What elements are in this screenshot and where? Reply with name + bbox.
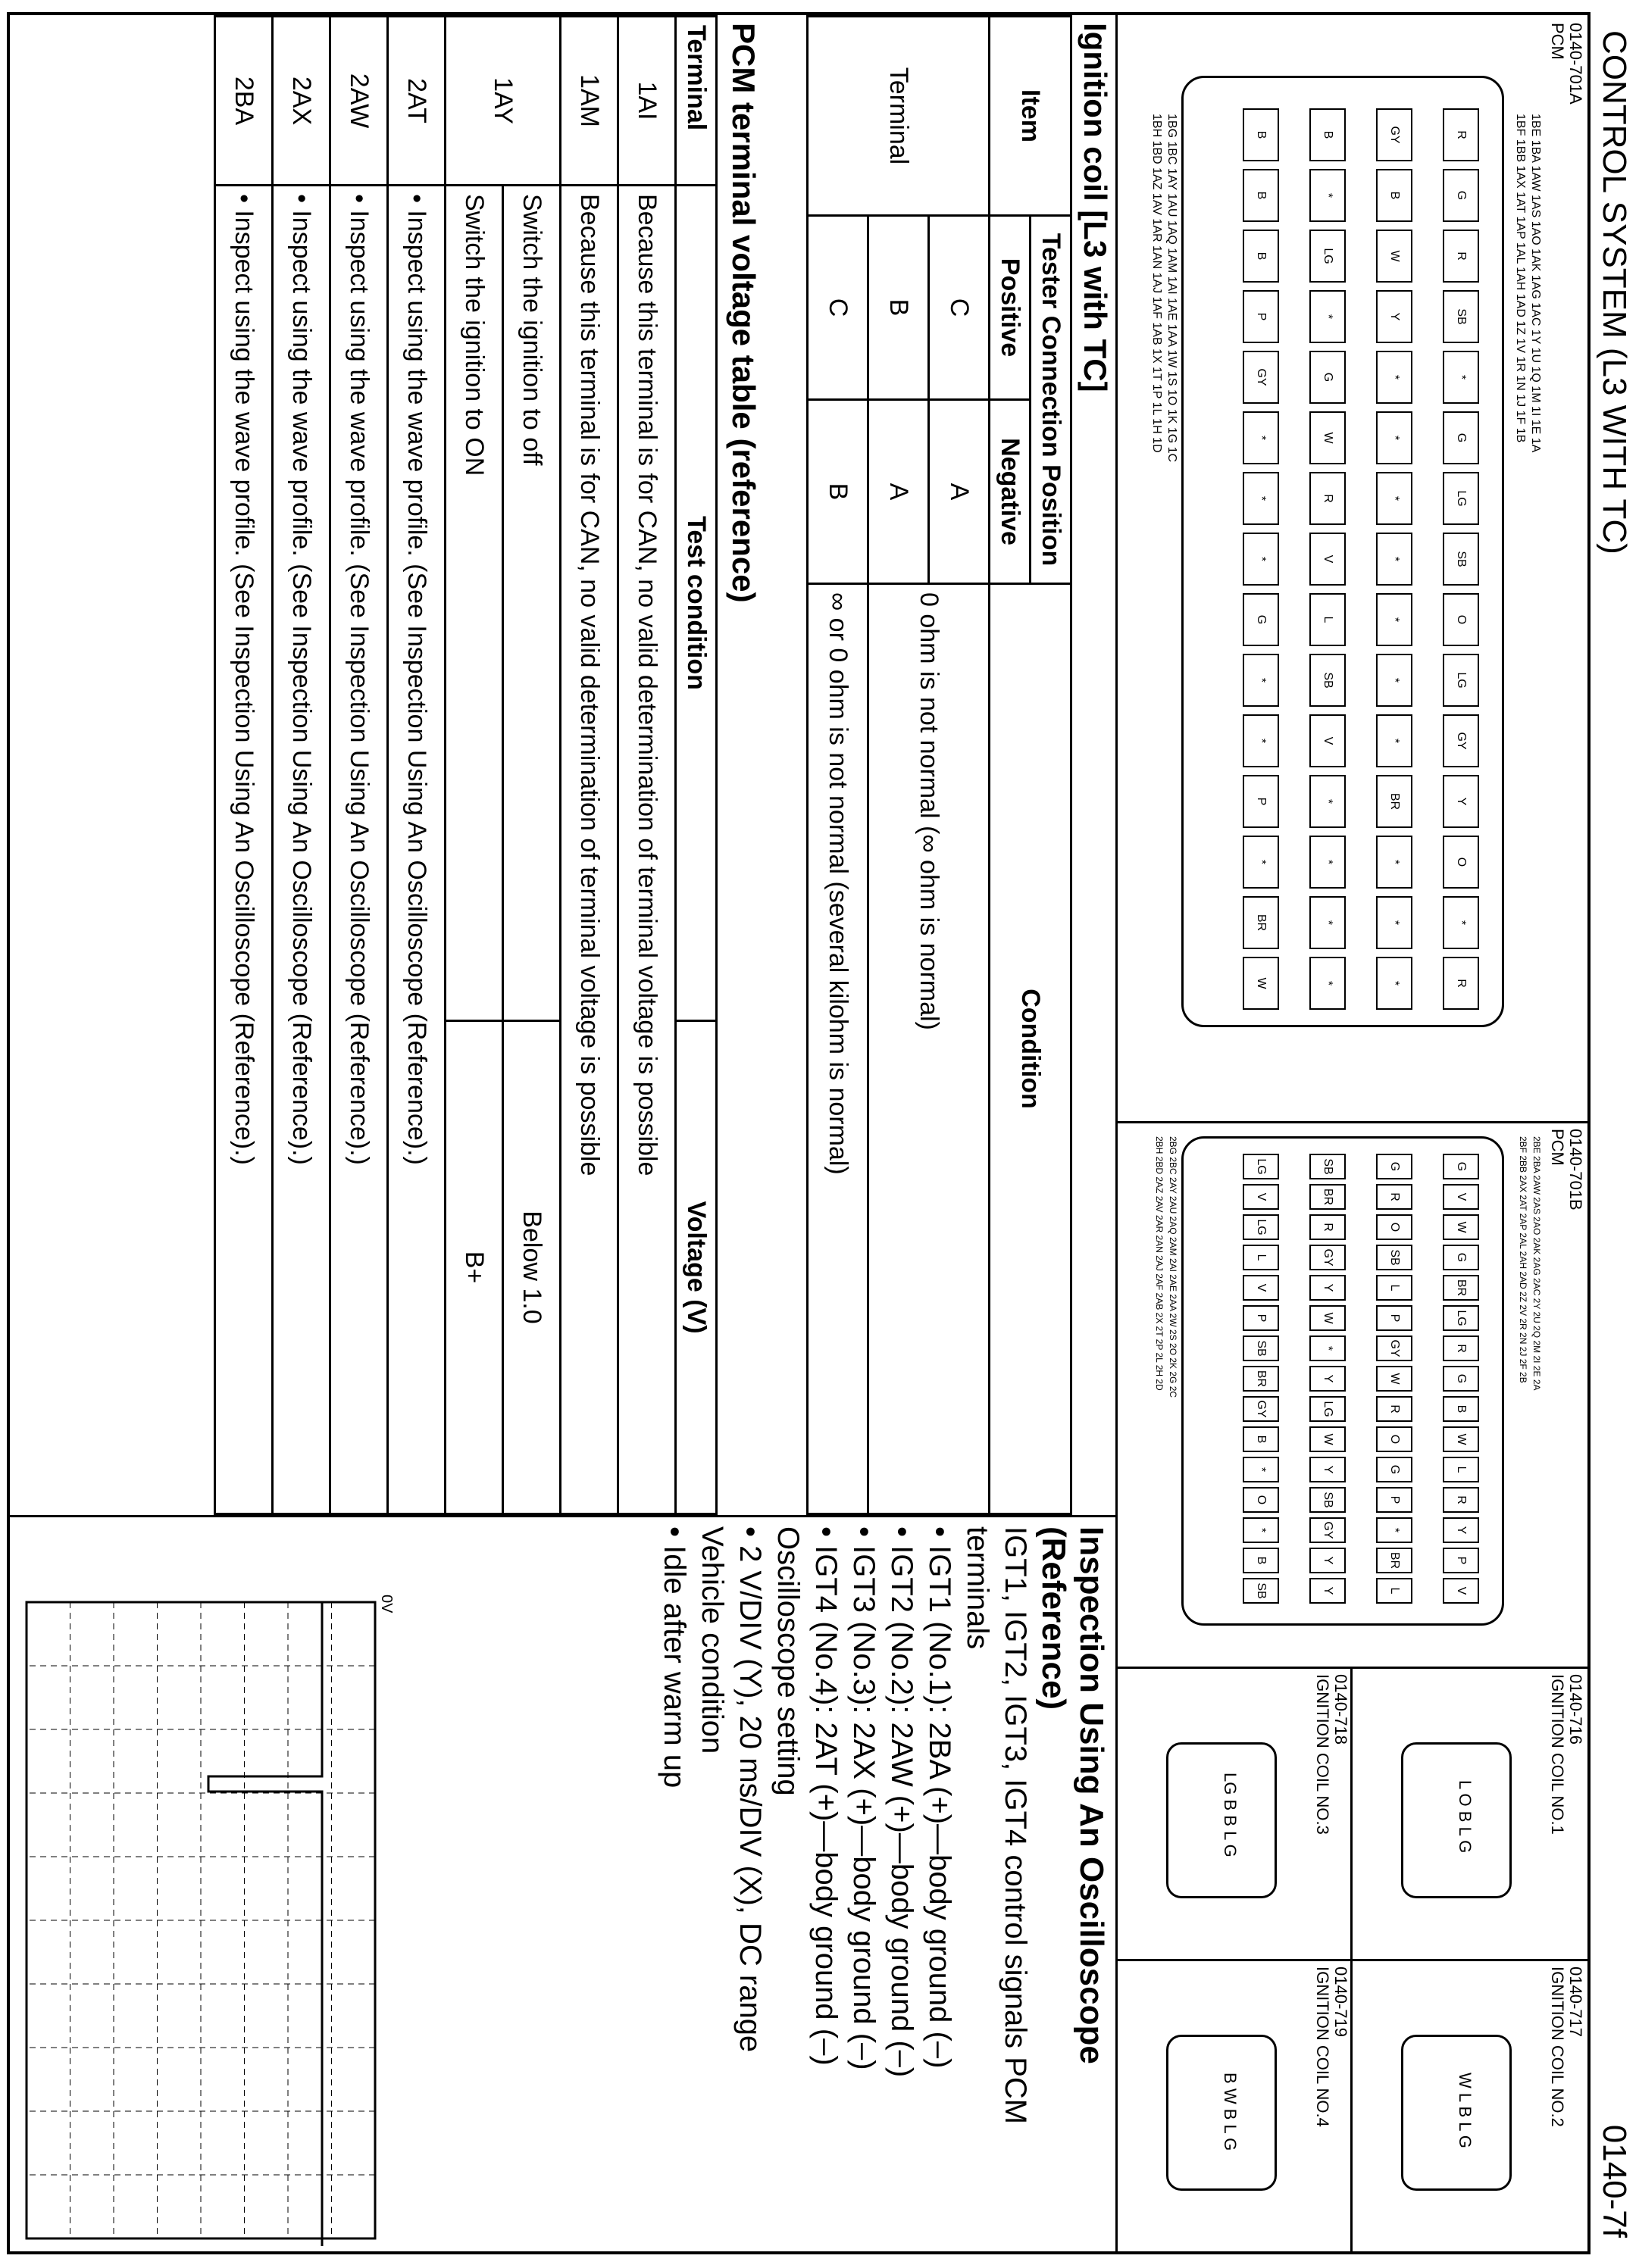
wire-color-cell: SB	[1376, 1245, 1412, 1270]
pcm-a-code: 0140-701A	[1566, 23, 1585, 105]
wire-color-cell: R	[1443, 108, 1479, 161]
wire-color-cell: *	[1309, 836, 1346, 889]
wire-color-cell: *	[1376, 533, 1412, 586]
wire-color-cell: *	[1376, 654, 1412, 707]
wire-color-cell: O	[1443, 593, 1479, 646]
wire-color-cell: BR	[1309, 1184, 1346, 1210]
wire-color-cell: P	[1376, 1305, 1412, 1331]
note-cell: • Inspect using the wave profile. (See Inspection Using An Oscilloscope (Reference).)	[388, 186, 446, 1514]
wire-color-cell: GY	[1376, 1335, 1412, 1361]
wire-color-cell: *	[1376, 836, 1412, 889]
wire-color-cell: *	[1243, 654, 1279, 707]
voltage-header: Voltage (V)	[676, 1021, 717, 1514]
wire-color-cell: W	[1309, 411, 1346, 464]
wire-color-cell: P	[1243, 775, 1279, 828]
wire-color-cell: LG	[1443, 1305, 1479, 1331]
pcm-voltage-table	[214, 15, 718, 1515]
coil-1-code: 0140-716	[1566, 1674, 1585, 1745]
wire-color-cell: *	[1309, 896, 1346, 949]
wire-color-cell: SB	[1309, 654, 1346, 707]
signal-item: • IGT3 (No.3): 2AX (+)—body ground (–)	[847, 1526, 880, 2070]
coil-3-name: IGNITION COIL NO.3	[1313, 1674, 1332, 1835]
pcm-b-name: PCM	[1548, 1129, 1567, 1166]
wire-color-cell: Y	[1376, 290, 1412, 343]
wire-color-cell: P	[1443, 1548, 1479, 1573]
tables-column	[10, 15, 1118, 1517]
wire-color-cell: LG	[1243, 1214, 1279, 1240]
wire-color-cell: G	[1243, 593, 1279, 646]
wire-color-cell: LG	[1443, 654, 1479, 707]
wire-color-cell: W	[1376, 1366, 1412, 1392]
wire-color-cell: LG	[1309, 1396, 1346, 1422]
table-row	[618, 17, 676, 1514]
terminal-cell: 1AY	[446, 17, 561, 186]
wire-color-cell: *	[1376, 714, 1412, 767]
content-frame	[7, 12, 1591, 2254]
wire-color-cell: O	[1376, 1426, 1412, 1452]
coil-2-pins: W L B L G	[1456, 2073, 1475, 2148]
item-terminal: Terminal	[808, 17, 990, 216]
wire-color-cell: *	[1376, 1517, 1412, 1543]
wire-color-cell: *	[1309, 775, 1346, 828]
terminal-header: Terminal	[676, 17, 717, 186]
wire-color-cell: BR	[1376, 775, 1412, 828]
wire-color-cell: Y	[1443, 1517, 1479, 1543]
coil-4-connector	[1118, 1959, 1353, 2251]
wire-color-cell: Y	[1309, 1275, 1346, 1301]
wire-color-cell: W	[1243, 957, 1279, 1010]
wire-color-cell: *	[1376, 896, 1412, 949]
wire-color-cell: B	[1243, 108, 1279, 161]
oscilloscope-inspection	[11, 1526, 1110, 2246]
wire-color-cell: GY	[1243, 351, 1279, 404]
pcm-table-title: PCM terminal voltage table (reference)	[726, 23, 762, 603]
wire-color-cell: *	[1243, 1457, 1279, 1482]
wire-color-cell: G	[1376, 1154, 1412, 1179]
wire-color-cell: GY	[1309, 1245, 1346, 1270]
condition-cell: Switch the ignition to off	[503, 186, 561, 1021]
wire-color-cell: B	[1309, 108, 1346, 161]
wire-color-cell: B	[1243, 1426, 1279, 1452]
inspection-title: Inspection Using An Oscilloscope (Reference)	[1035, 1526, 1110, 2064]
oscilloscope-graph	[19, 1595, 383, 2246]
wire-color-cell: V	[1309, 533, 1346, 586]
wire-color-cell: B	[1243, 1548, 1279, 1573]
note-cell: • Inspect using the wave profile. (See Inspection Using An Oscilloscope (Reference).)	[215, 186, 273, 1514]
wire-color-cell: GY	[1309, 1517, 1346, 1543]
positive-cell: C	[929, 216, 990, 400]
wire-color-cell: Y	[1309, 1578, 1346, 1604]
wire-color-cell: L	[1309, 593, 1346, 646]
coil-2-connector	[1350, 1959, 1587, 2251]
wire-color-cell: LG	[1443, 472, 1479, 525]
wire-color-cell: *	[1376, 351, 1412, 404]
inspection-intro: IGT1, IGT2, IGT3, IGT4 control signals PCM terminals	[961, 1526, 1032, 2125]
wire-color-cell: R	[1376, 1184, 1412, 1210]
wire-color-cell: G	[1443, 1366, 1479, 1392]
wire-color-cell: LG	[1243, 1154, 1279, 1179]
wire-color-cell: GY	[1243, 1396, 1279, 1422]
wire-color-cell: SB	[1309, 1154, 1346, 1179]
condition-cell: 0 ohm is not normal (∞ ohm is normal)	[868, 584, 990, 1514]
pcm-b-pin-row-4: 2BH 2BD 2AZ 2AV 2AR 2AN 2AJ 2AF 2AB 2X 2T 2P 2L 2H 2D	[1154, 1136, 1165, 1391]
wire-color-cell: G	[1443, 411, 1479, 464]
wire-color-cell: Y	[1443, 775, 1479, 828]
wire-color-cell: BR	[1243, 1366, 1279, 1392]
ignition-coil-table	[806, 15, 1072, 1515]
negative-cell: A	[868, 400, 929, 584]
wire-color-cell: R	[1309, 472, 1346, 525]
coil-4-name: IGNITION COIL NO.4	[1313, 1967, 1332, 2127]
ignition-coil-connectors	[1118, 1667, 1587, 2251]
wire-color-cell: V	[1309, 714, 1346, 767]
wire-color-cell: L	[1443, 1457, 1479, 1482]
wire-color-cell: B	[1243, 230, 1279, 283]
wire-color-cell: R	[1443, 230, 1479, 283]
pcm-a-pin-row-4: 1BH 1BD 1AZ 1AV 1AR 1AN 1AJ 1AF 1AB 1X 1T 1P 1L 1H 1D	[1150, 114, 1163, 453]
pcm-b-pin-row-3: 2BG 2BC 2AY 2AU 2AQ 2AM 2AI 2AE 2AA 2W 2S 2O 2K 2G 2C	[1168, 1136, 1178, 1398]
pcm-a-body	[1181, 76, 1504, 1027]
wire-color-cell: BR	[1443, 1275, 1479, 1301]
wire-color-cell: P	[1243, 290, 1279, 343]
zero-volt-label: 0V	[378, 1595, 395, 1614]
table-row	[330, 17, 388, 1514]
wire-color-cell: *	[1443, 351, 1479, 404]
note-cell: • Inspect using the wave profile. (See Inspection Using An Oscilloscope (Reference).)	[273, 186, 330, 1514]
terminal-cell: 1AM	[561, 17, 618, 186]
tester-header: Tester Connection Position	[1031, 216, 1071, 584]
wire-color-cell: *	[1376, 593, 1412, 646]
note-cell: Because this terminal is for CAN, no valid determination of terminal voltage is possible	[618, 186, 676, 1514]
table-row	[388, 17, 446, 1514]
setting-label: Oscilloscope setting	[771, 1526, 805, 1796]
wire-color-cell: V	[1443, 1184, 1479, 1210]
coil-3-pins: LG B B L G	[1221, 1773, 1240, 1857]
wire-color-cell: O	[1443, 836, 1479, 889]
wire-color-cell: *	[1309, 169, 1346, 222]
wire-color-cell: L	[1243, 1245, 1279, 1270]
pcm-connector-a	[1118, 15, 1587, 1123]
coil-2-code: 0140-717	[1566, 1967, 1585, 2037]
pcm-a-pin-row-1: 1BE 1BA 1AW 1AS 1AO 1AK 1AG 1AC 1Y 1U 1Q 1M 1I 1E 1A	[1529, 114, 1542, 453]
wire-color-cell: *	[1243, 1517, 1279, 1543]
wire-color-cell: W	[1309, 1426, 1346, 1452]
wire-color-cell: G	[1309, 351, 1346, 404]
wire-color-cell: *	[1376, 411, 1412, 464]
waveform-trace	[208, 1602, 322, 2246]
wire-color-cell: G	[1443, 1245, 1479, 1270]
wire-color-cell: P	[1243, 1305, 1279, 1331]
wire-color-cell: G	[1443, 1154, 1479, 1179]
coil-1-connector	[1350, 1667, 1587, 1961]
wire-color-cell: SB	[1443, 290, 1479, 343]
setting-value: • 2 V/DIV (Y), 20 ms/DIV (X), DC range	[733, 1526, 767, 2053]
coil-3-connector	[1118, 1667, 1353, 1961]
wire-color-cell: BR	[1376, 1548, 1412, 1573]
wire-color-cell: V	[1443, 1578, 1479, 1604]
terminal-cell: 2BA	[215, 17, 273, 186]
wire-color-cell: *	[1376, 472, 1412, 525]
wire-color-cell: B	[1443, 1396, 1479, 1422]
wire-color-cell: GY	[1376, 108, 1412, 161]
negative-cell: B	[808, 400, 868, 584]
voltage-cell: Below 1.0	[503, 1021, 561, 1514]
wire-color-cell: *	[1376, 957, 1412, 1010]
wire-color-cell: W	[1309, 1305, 1346, 1331]
wire-color-cell: R	[1376, 1396, 1412, 1422]
wire-color-cell: O	[1376, 1214, 1412, 1240]
page-code: 0140-7f	[1596, 2124, 1633, 2238]
wire-color-cell: Y	[1309, 1366, 1346, 1392]
wire-color-cell: BR	[1243, 896, 1279, 949]
condition-header: Condition	[990, 584, 1071, 1514]
page-title: CONTROL SYSTEM (L3 WITH TC)	[1596, 30, 1633, 555]
wire-color-cell: LG	[1309, 230, 1346, 283]
note-cell: • Inspect using the wave profile. (See Inspection Using An Oscilloscope (Reference).)	[330, 186, 388, 1514]
wire-color-cell: SB	[1309, 1487, 1346, 1513]
coil-4-code: 0140-719	[1331, 1967, 1350, 2037]
signal-item: • IGT4 (No.4): 2AT (+)—body ground (–)	[809, 1526, 843, 2066]
pcm-b-code: 0140-701B	[1566, 1129, 1585, 1211]
terminal-cell: 1AI	[618, 17, 676, 186]
wire-color-cell: W	[1443, 1426, 1479, 1452]
wire-color-cell: *	[1309, 290, 1346, 343]
note-cell: Because this terminal is for CAN, no valid determination of terminal voltage is possible	[561, 186, 618, 1514]
wire-color-cell: L	[1376, 1578, 1412, 1604]
wire-color-cell: Y	[1309, 1457, 1346, 1482]
wire-color-cell: W	[1443, 1214, 1479, 1240]
pcm-connector-b	[1118, 1121, 1587, 1669]
item-header: Item	[990, 17, 1071, 216]
wire-color-cell: SB	[1243, 1578, 1279, 1604]
table-row	[503, 17, 561, 1514]
wire-color-cell: G	[1376, 1457, 1412, 1482]
wire-color-cell: *	[1243, 714, 1279, 767]
pcm-b-body	[1181, 1136, 1504, 1626]
wire-color-cell: P	[1376, 1487, 1412, 1513]
wire-color-cell: *	[1309, 957, 1346, 1010]
positive-cell: C	[808, 216, 868, 400]
vehicle-label: Vehicle condition	[696, 1526, 729, 1754]
coil-2-name: IGNITION COIL NO.2	[1548, 1967, 1567, 2127]
table-row	[273, 17, 330, 1514]
terminal-cell: 2AT	[388, 17, 446, 186]
wire-color-cell: Y	[1309, 1548, 1346, 1573]
wire-color-cell: G	[1443, 169, 1479, 222]
terminal-cell: 2AX	[273, 17, 330, 186]
wire-color-cell: V	[1243, 1275, 1279, 1301]
wire-color-cell: O	[1243, 1487, 1279, 1513]
wire-color-cell: B	[1243, 169, 1279, 222]
wire-color-cell: *	[1243, 472, 1279, 525]
negative-cell: A	[929, 400, 990, 584]
test-condition-header: Test condition	[676, 186, 717, 1021]
wire-color-cell: V	[1243, 1184, 1279, 1210]
pcm-b-pin-row-2: 2BF 2BB 2AX 2AT 2AP 2AL 2AH 2AD 2Z 2V 2R 2N 2J 2F 2B	[1518, 1136, 1528, 1383]
condition-cell: Switch the ignition to ON	[446, 186, 503, 1021]
pcm-a-pin-row-2: 1BF 1BB 1AX 1AT 1AP 1AL 1AH 1AD 1Z 1V 1R 1N 1J 1F 1B	[1514, 114, 1527, 443]
wire-color-cell: *	[1243, 836, 1279, 889]
wire-color-cell: W	[1376, 230, 1412, 283]
positive-header: Positive	[990, 216, 1031, 400]
condition-cell: ∞ or 0 ohm is not normal (several kilohm is normal)	[808, 584, 868, 1514]
wire-color-cell: *	[1243, 533, 1279, 586]
wire-color-cell: B	[1376, 169, 1412, 222]
terminal-cell: 2AW	[330, 17, 388, 186]
pcm-a-pin-row-3: 1BG 1BC 1AY 1AU 1AQ 1AM 1AI 1AE 1AA 1W 1S 1O 1K 1G 1C	[1165, 114, 1178, 463]
wire-color-cell: SB	[1243, 1335, 1279, 1361]
negative-header: Negative	[990, 400, 1031, 584]
table-row	[561, 17, 618, 1514]
coil-3-code: 0140-718	[1331, 1674, 1350, 1745]
ignition-table-title: Ignition coil [L3 with TC]	[1078, 23, 1113, 392]
coil-1-pins: L O B L G	[1456, 1780, 1475, 1854]
table-row	[446, 17, 503, 1514]
voltage-cell: B+	[446, 1021, 503, 1514]
pcm-a-name: PCM	[1548, 23, 1567, 60]
wire-color-cell: GY	[1443, 714, 1479, 767]
connector-section	[1115, 15, 1587, 2251]
wire-color-cell: *	[1243, 411, 1279, 464]
wire-color-cell: L	[1376, 1275, 1412, 1301]
wire-color-cell: R	[1443, 957, 1479, 1010]
wire-color-cell: R	[1443, 1487, 1479, 1513]
wire-color-cell: R	[1309, 1214, 1346, 1240]
pcm-b-pin-row-1: 2BE 2BA 2AW 2AS 2AO 2AK 2AG 2AC 2Y 2U 2Q 2M 2I 2E 2A	[1531, 1136, 1542, 1391]
signal-item: • IGT2 (No.2): 2AW (+)—body ground (–)	[885, 1526, 918, 2078]
vehicle-value: • Idle after warm up	[658, 1526, 691, 1788]
coil-1-name: IGNITION COIL NO.1	[1548, 1674, 1567, 1835]
wire-color-cell: *	[1309, 1335, 1346, 1361]
wire-color-cell: R	[1443, 1335, 1479, 1361]
wire-color-cell: *	[1443, 896, 1479, 949]
wire-color-cell: SB	[1443, 533, 1479, 586]
table-row	[215, 17, 273, 1514]
positive-cell: B	[868, 216, 929, 400]
coil-4-pins: B W B L G	[1221, 2073, 1240, 2151]
signal-item: • IGT1 (No.1): 2BA (+)—body ground (–)	[923, 1526, 956, 2069]
